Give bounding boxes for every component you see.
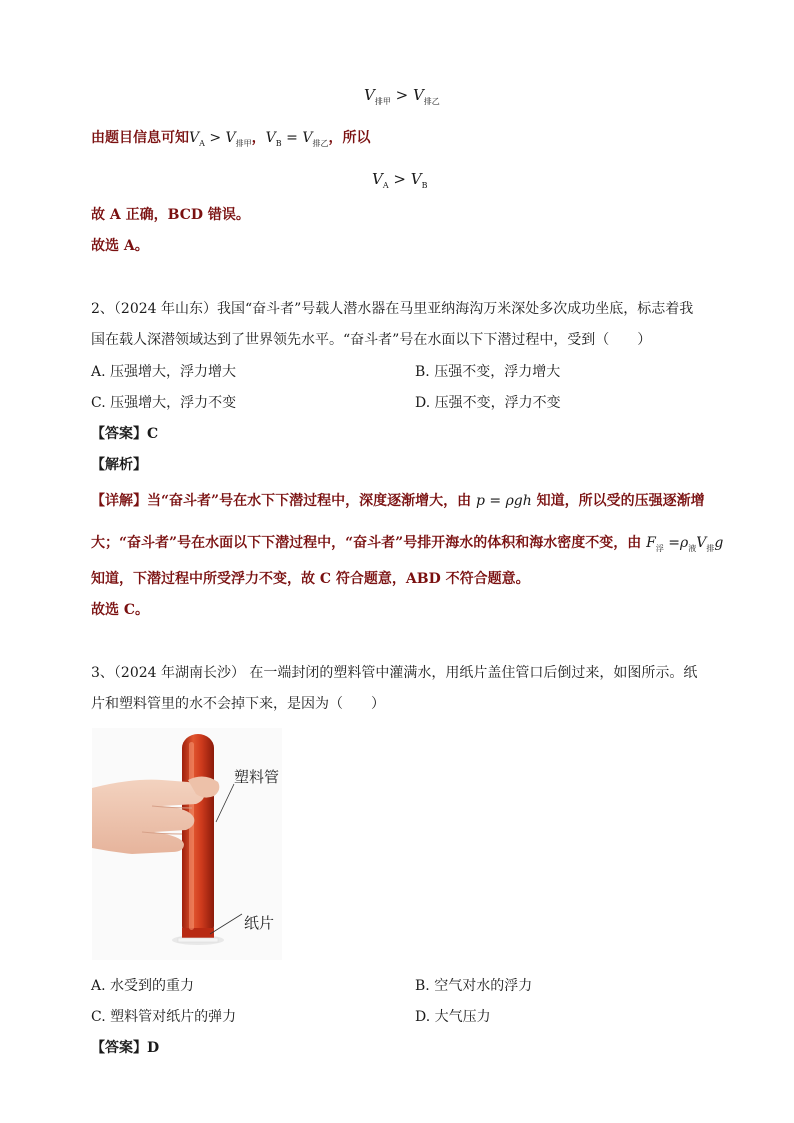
formula-symbol: V [412,86,424,104]
conclusion-1: 故 A 正确，BCD 错误。 [91,207,250,223]
q2-option-c[interactable]: C. 压强增大，浮力不变 [91,395,237,411]
subscript: 排甲 [235,138,252,148]
symbol-v: V [696,535,707,551]
choose-1: 故选 A。 [91,238,149,254]
symbol-g: g [714,535,724,551]
operator: = [281,130,303,146]
formula-symbol: V [364,86,375,104]
symbol-v: V [265,130,276,146]
comma: ， [251,130,266,146]
q3-option-c[interactable]: C. 塑料管对纸片的弹力 [91,1009,237,1025]
detail-text: 【详解】当“奋斗者”号在水下下潜过程中，深度逐渐增大，由 [91,493,476,509]
tube-figure [92,728,392,960]
q2-option-a[interactable]: A. 压强增大，浮力增大 [91,364,237,380]
formula-va-gt-vb [372,170,427,190]
detail-text: 知道，所以受的压强逐渐增 [531,493,705,509]
q2-detail-line3: 知道，下潜过程中所受浮力不变，故 C 符合题意，ABD 不符合题意。 [91,571,530,587]
q3-option-b[interactable]: B. 空气对水的浮力 [415,978,533,994]
q2-answer [91,419,158,449]
q3-stem-line1: 3、（2024 年湖南长沙） 在一端封闭的塑料管中灌满水，用纸片盖住管口后倒过来，如图所示。纸 [91,665,698,681]
q3-stem-line2: 片和塑料管里的水不会掉下来，是因为（ ） [91,696,385,712]
q2-detail-line2 [91,528,723,564]
operator: =ρ [663,535,689,551]
formula-subscript: 排乙 [423,97,440,106]
detail-text: 大；“奋斗者”号在水面以下下潜过程中，“奋斗者”号排开海水的体积和海水密度不变，由 [91,535,647,551]
symbol-f: F [646,535,656,551]
q2-detail-line1 [91,486,705,516]
symbol-v: V [189,130,200,146]
subscript: 排乙 [312,138,329,148]
q3-answer [91,1033,159,1063]
symbol-v: V [302,130,313,146]
subscript: A [199,138,205,148]
q2-option-d[interactable]: D. 压强不变，浮力不变 [415,395,561,411]
label-paper: 纸片 [244,914,275,932]
q3-option-a[interactable]: A. 水受到的重力 [91,978,195,994]
pressure-formula: p = ρgh [475,493,532,509]
info-suffix: ，所以 [328,130,371,146]
q3-option-d[interactable]: D. 大气压力 [415,1009,491,1025]
formula-subscript: A [382,181,389,190]
formula-symbol: V [372,170,383,188]
formula-v-pai-jia-gt-v-pai-yi [364,86,440,107]
answer-value: C [147,426,159,442]
formula-operator: > [390,86,413,104]
operator: > [204,130,226,146]
subscript: 排 [706,543,715,553]
formula-symbol: V [410,170,422,188]
subscript: 液 [688,543,697,553]
symbol-v: V [225,130,236,146]
q2-analysis-tag: 【解析】 [91,457,147,473]
q2-option-b[interactable]: B. 压强不变，浮力增大 [415,364,561,380]
info-line [91,123,370,159]
subscript: B [275,138,282,148]
q2-choose: 故选 C。 [91,602,150,618]
formula-subscript: B [421,181,428,190]
answer-tag: 【答案】 [91,1040,147,1056]
tube-illustration [92,728,392,960]
q2-stem-line1: 2、（2024 年山东）我国“奋斗者”号载人潜水器在马里亚纳海沟万米深处多次成功坐底，标志着我 [91,301,694,317]
q2-stem-line2: 国在载人深潜领域达到了世界领先水平。“奋斗者”号在水面以下下潜过程中，受到（ ） [91,332,652,348]
formula-operator: > [388,170,411,188]
info-prefix: 由题目信息可知 [91,130,189,146]
formula-subscript: 排甲 [374,97,391,106]
answer-tag: 【答案】 [91,426,147,442]
subscript: 浮 [655,543,664,553]
answer-value: D [147,1040,160,1056]
label-plastic-tube: 塑料管 [234,768,280,786]
